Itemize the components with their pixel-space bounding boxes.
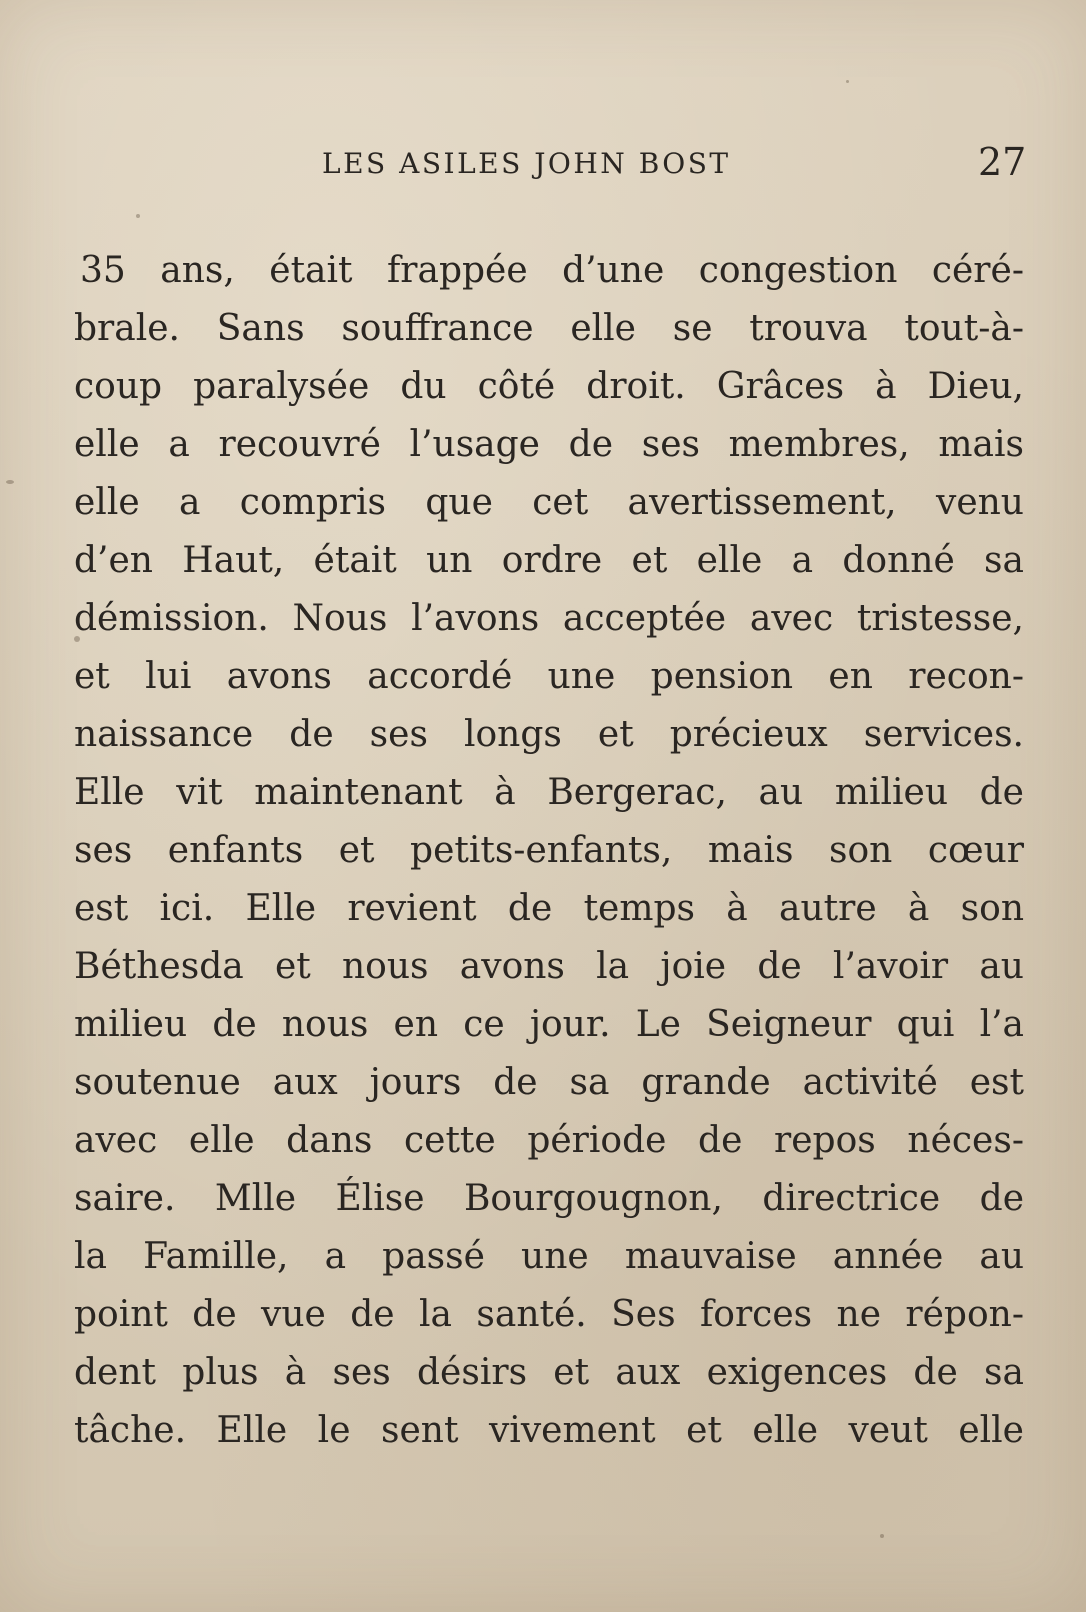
text-line: elle a recouvré l’usage de ses membres, mais [74, 424, 1024, 465]
text-line: la Famille, a passé une mauvaise année au [74, 1236, 1024, 1277]
body-text [74, 242, 1024, 1460]
text-line: naissance de ses longs et précieux services. [74, 714, 1024, 755]
text-line: elle a compris que cet avertissement, venu [74, 482, 1024, 523]
text-line: d’en Haut, était un ordre et elle a donné sa [74, 540, 1024, 581]
text-line: démission. Nous l’avons acceptée avec tristesse, [74, 598, 1024, 639]
text-line: est ici. Elle revient de temps à autre à son [74, 888, 1024, 929]
paper-speck [6, 480, 14, 484]
paper-speck [846, 80, 849, 83]
paper-speck [74, 636, 80, 642]
text-line: Béthesda et nous avons la joie de l’avoir au [74, 946, 1024, 987]
text-line: dent plus à ses désirs et aux exigences de sa [74, 1352, 1024, 1393]
text-line: ses enfants et petits-enfants, mais son cœur [74, 830, 1024, 871]
page-number: 27 [978, 140, 1027, 184]
text-line: saire. Mlle Élise Bourgougnon, directrice de [74, 1178, 1024, 1219]
text-line: et lui avons accordé une pension en recon- [74, 656, 1024, 697]
running-header-title: LES ASILES JOHN BOST [322, 147, 731, 180]
text-line: brale. Sans souffrance elle se trouva tout-à- [74, 308, 1024, 349]
paper-speck [880, 1534, 884, 1538]
text-line: Elle vit maintenant à Bergerac, au milieu de [74, 772, 1024, 813]
text-line: soutenue aux jours de sa grande activité est [74, 1062, 1024, 1103]
text-line: avec elle dans cette période de repos néces- [74, 1120, 1024, 1161]
text-line: coup paralysée du côté droit. Grâces à Dieu, [74, 366, 1024, 407]
paper-speck [136, 214, 140, 218]
text-line: 35 ans, était frappée d’une congestion céré- [80, 250, 1024, 291]
text-line: tâche. Elle le sent vivement et elle veut elle [74, 1410, 1024, 1451]
text-line: milieu de nous en ce jour. Le Seigneur qui l’a [74, 1004, 1024, 1045]
text-line: point de vue de la santé. Ses forces ne répon- [74, 1294, 1024, 1335]
